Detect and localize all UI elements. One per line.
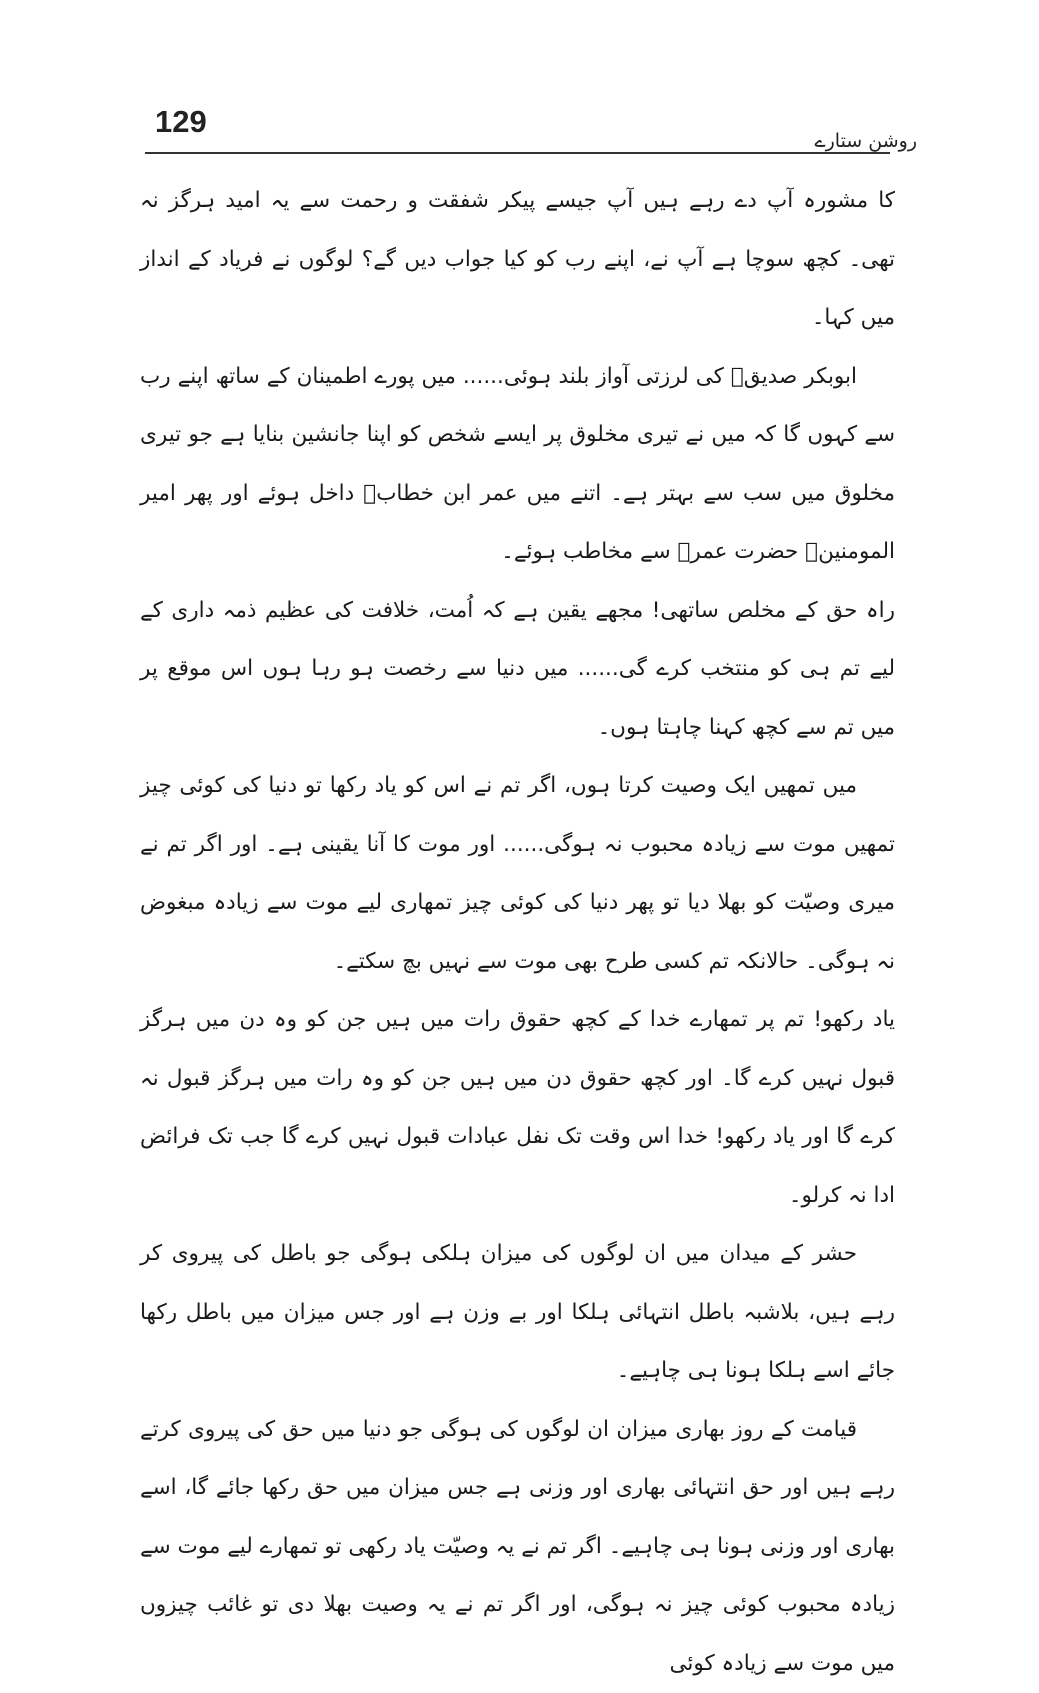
paragraph: میں تمھیں ایک وصیت کرتا ہوں، اگر تم نے اس کو یاد رکھا تو دنیا کی کوئی چیز تمھیں موت سے زیادہ محبوب نہ ہوگی...... اور موت کا آنا یقینی ہے۔ اور اگر تم نے میری وصیّت کو بھلا دیا تو پھر دنیا کی کوئی چیز تمھاری لیے موت سے زیادہ مبغوض نہ ہوگی۔ حالانکہ تم کسی طرح بھی موت سے نہیں بچ سکتے۔: [140, 773, 895, 974]
paragraph: قیامت کے روز بھاری میزان ان لوگوں کی ہوگی جو دنیا میں حق کی پیروی کرتے رہے ہیں اور حق انتہائی بھاری اور وزنی ہے جس میزان میں حق رکھا جائے گا، اسے بھاری اور وزنی ہونا ہی چاہیے۔ اگر تم نے یہ وصیّت یاد رکھی تو تمھارے لیے موت سے زیادہ محبوب کوئی چیز نہ ہوگی، اور اگر تم نے یہ وصیت بھلا دی تو غائب چیزوں میں موت سے زیادہ کوئی: [140, 1416, 895, 1676]
paragraph: راہ حق کے مخلص ساتھی! مجھے یقین ہے کہ اُمت، خلافت کی عظیم ذمہ داری کے لیے تم ہی کو منتخب کرے گی...... میں دنیا سے رخصت ہو رہا ہوں اس موقع پر میں تم سے کچھ کہنا چاہتا ہوں۔: [140, 597, 895, 740]
paragraph: کا مشورہ آپ دے رہے ہیں آپ جیسے پیکر شفقت و رحمت سے یہ امید ہرگز نہ تھی۔ کچھ سوچا ہے آپ نے، اپنے رب کو کیا جواب دیں گے؟ لوگوں نے فریاد کے انداز میں کہا۔: [140, 188, 895, 330]
page-number: 129: [155, 104, 207, 139]
header-divider: [145, 152, 890, 154]
body-text: [140, 172, 895, 1693]
paragraph: حشر کے میدان میں ان لوگوں کی میزان ہلکی ہوگی جو باطل کی پیروی کر رہے ہیں، بلاشبہ باطل انتہائی ہلکا اور بے وزن ہے اور جس میزان میں باطل رکھا جائے اسے ہلکا ہونا ہی چاہیے۔: [140, 1241, 895, 1383]
paragraph: یاد رکھو! تم پر تمھارے خدا کے کچھ حقوق رات میں ہیں جن کو وہ دن میں ہرگز قبول نہیں کرے گا۔ اور کچھ حقوق دن میں ہیں جن کو وہ رات میں ہرگز قبول نہ کرے گا اور یاد رکھو! خدا اس وقت تک نفل عبادات قبول نہیں کرے گا جب تک فرائض ادا نہ کرلو۔: [140, 1007, 895, 1208]
paragraph: ابوبکر صدیقؓ کی لرزتی آواز بلند ہوئی...... میں پورے اطمینان کے ساتھ اپنے رب سے کہوں گا کہ میں نے تیری مخلوق پر ایسے شخص کو اپنا جانشین بنایا ہے جو تیری مخلوق میں سب سے بہتر ہے۔ اتنے میں عمر ابن خطابؓ داخل ہوئے اور پھر امیر المومنینؓ حضرت عمرؓ سے مخاطب ہوئے۔: [140, 363, 895, 564]
running-title: روشن ستارے: [814, 130, 917, 152]
